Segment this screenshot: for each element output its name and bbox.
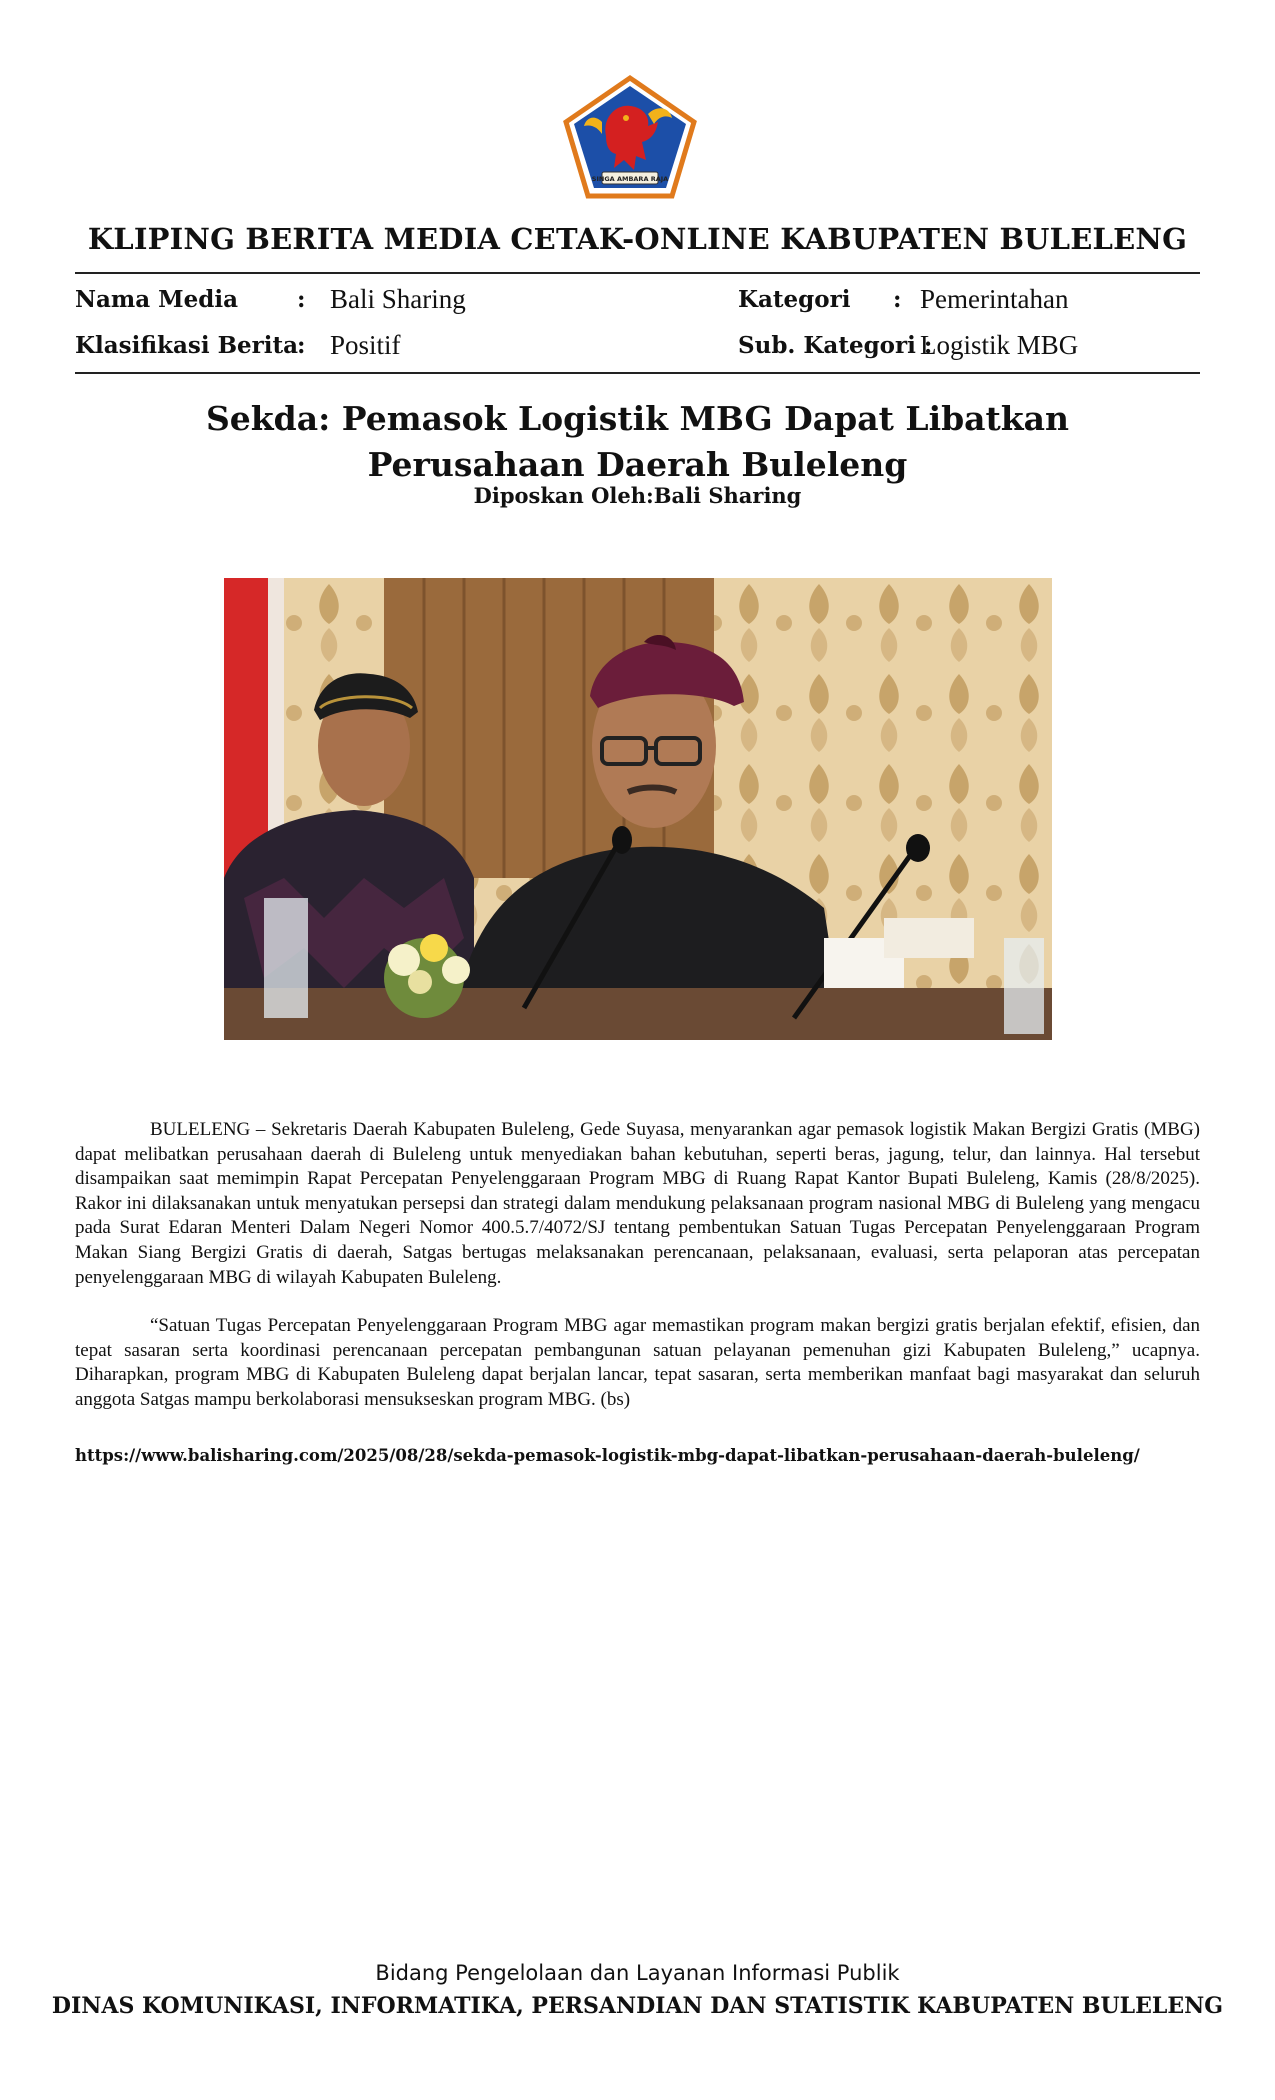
article-paragraph-1: BULELENG – Sekretaris Daerah Kabupaten Buleleng, Gede Suyasa, menyarankan agar pemasok logistik Makan Bergizi Gratis (MBG) dapat melibatkan perusahaan daerah di Buleleng untuk menyediakan bahan kebutuhan, seperti beras, jagung, telur, dan lainnya. Hal tersebut disampaikan saat memimpin Rapat Percepatan Penyelenggaraan Program MBG di Ruang Rapat Kantor Bupati Buleleng, Kamis (28/8/2025). Rakor ini dilaksanakan untuk menyatukan persepsi dan strategi dalam mendukung pelaksanaan program nasional MBG di Buleleng yang mengacu pada Surat Edaran Menteri Dalam Negeri Nomor 400.5.7/4072/SJ tentang pembentukan Satuan Tugas Percepatan Penyelenggaraan Program Makan Siang Bergizi Gratis di daerah, Satgas bertugas melaksanakan perencanaan, pelaksanaan, evaluasi, serta pelaporan atas percepatan penyelenggaraan MBG di wilayah Kabupaten Buleleng.: [75, 1119, 1200, 1288]
header-divider-top: [75, 272, 1200, 274]
article-body: [75, 1118, 1200, 1437]
logo-motto: SINGA AMBARA RAJA: [591, 175, 669, 183]
article-paragraph-2: “Satuan Tugas Percepatan Penyelenggaraan Program MBG agar memastikan program makan bergizi gratis berjalan efektif, efisien, dan tepat sasaran serta koordinasi perencanaan percepatan pembangunan satuan pelayanan pemenuhan gizi Kabupaten Buleleng,” ucapnya. Diharapkan, program MBG di Kabupaten Buleleng dapat berjalan lancar, tepat sasaran, serta memberikan manfaat bagi masyarakat dan seluruh anggota Satgas mampu berkolaborasi mensukseskan program MBG. (bs): [75, 1315, 1200, 1410]
footer-agency: DINAS KOMUNIKASI, INFORMATIKA, PERSANDIAN DAN STATISTIK KABUPATEN BULELENG: [51, 1993, 1224, 2019]
buleleng-emblem-logo: [562, 74, 698, 200]
article-source-url[interactable]: https://www.balisharing.com/2025/08/28/sekda-pemasok-logistik-mbg-dapat-libatkan-perusahaan-daerah-buleleng/: [75, 1446, 1140, 1465]
klasifikasi-value: Positif: [330, 330, 401, 360]
kategori-value: Pemerintahan: [920, 284, 1069, 314]
kategori-colon: :: [893, 286, 902, 313]
subkategori-value: Logistik MBG: [920, 330, 1079, 360]
subkategori-label: Sub. Kategori :: [738, 332, 933, 359]
media-colon: :: [297, 286, 306, 313]
klasifikasi-colon: :: [297, 332, 306, 359]
footer-department: Bidang Pengelolaan dan Layanan Informasi Publik: [375, 1961, 900, 1985]
article-byline: Diposkan Oleh:Bali Sharing: [473, 483, 802, 508]
kategori-label: Kategori: [738, 286, 851, 313]
article-photo: [224, 578, 1052, 1040]
media-label: Nama Media: [75, 286, 238, 313]
media-value: Bali Sharing: [330, 284, 466, 314]
article-headline: Sekda: Pemasok Logistik MBG Dapat Libatkan Perusahaan Daerah Buleleng: [205, 399, 1070, 484]
header-divider-bottom: [75, 372, 1200, 374]
page-title: KLIPING BERITA MEDIA CETAK-ONLINE KABUPATEN BULELENG: [87, 222, 1188, 256]
klasifikasi-label: Klasifikasi Berita: [75, 332, 299, 359]
